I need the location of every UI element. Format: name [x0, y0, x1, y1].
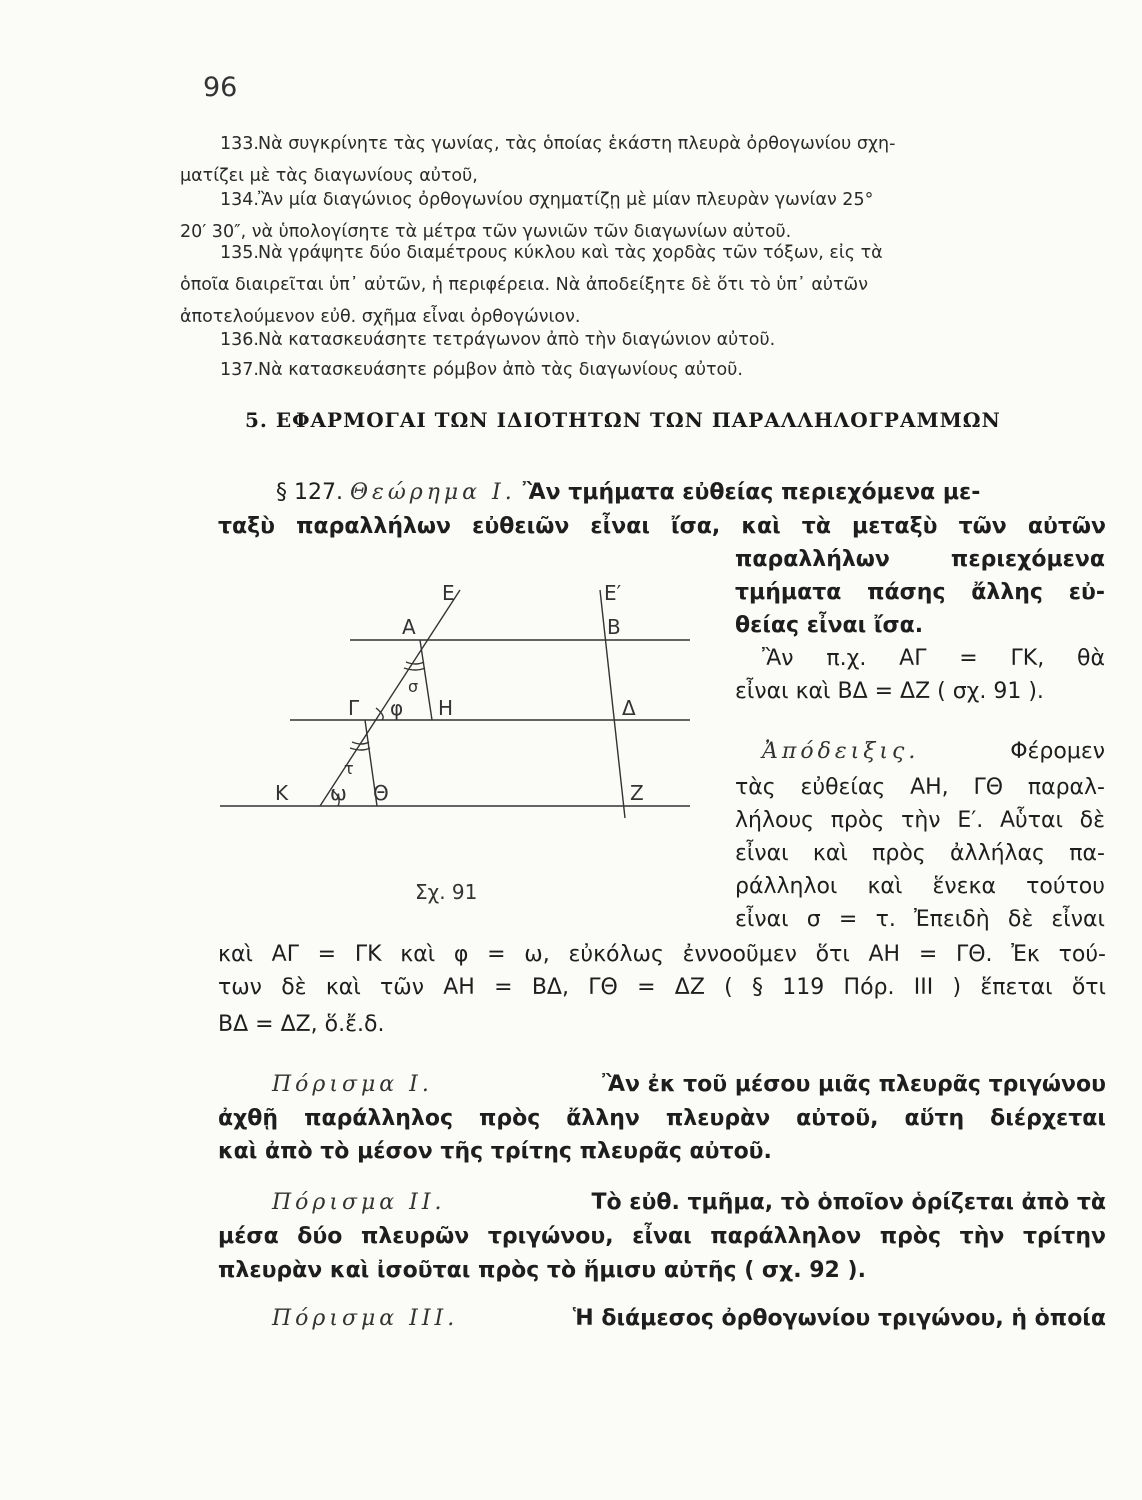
label-tau: τ — [344, 759, 354, 778]
exercise-number: 133. — [220, 134, 259, 154]
proof-full-line: ΒΔ = ΔΖ, ὅ.ἔ.δ. — [218, 1012, 385, 1037]
figure-91 — [210, 570, 710, 910]
theorem-line-1 — [276, 478, 1106, 508]
proof-side-line: τὰς εὐθείας ΑΗ, ΓΘ παραλ- — [735, 775, 1105, 800]
corollary-label: Πόρισμα ΙΙΙ. — [272, 1306, 459, 1331]
angle-tau-arc — [350, 748, 370, 750]
label-h: Η — [438, 696, 454, 720]
corollary-1-line-1 — [272, 1070, 1106, 1100]
theorem-line-2: ταξὺ παραλλήλων εὐθειῶν εἶναι ἴσα, καὶ τὰ μεταξὺ τῶν αὐτῶν — [218, 514, 1106, 539]
proof-side-line: λήλους πρὸς τὴν Ε′. Αὗται δὲ — [735, 808, 1105, 833]
corollary-text: Ἡ διάμεσος ὀρθογωνίου τριγώνου, ἡ ὁποία — [572, 1306, 1106, 1331]
angle-sigma-arc — [406, 662, 424, 664]
proof-text: Φέρομεν — [1010, 739, 1105, 764]
corollary-2-line-1 — [272, 1188, 1106, 1218]
exercise-133 — [180, 128, 1092, 192]
exercise-text: Ἂν μία διαγώνιος ὀρθογωνίου σχηματίζῃ μὲ μίαν πλευρὰν γωνίαν 25° — [258, 190, 874, 210]
label-k: Κ — [275, 781, 289, 805]
theorem-side-line: τμήματα πάσης ἄλλης εὐ- — [735, 580, 1105, 605]
proof-label: Ἀπόδειξις. — [762, 739, 920, 764]
angle-sigma-arc — [404, 668, 425, 670]
corollary-3-line-1 — [272, 1304, 1106, 1334]
exercise-135 — [180, 237, 1092, 333]
page-number: 96 — [203, 72, 238, 103]
proof-side-line: ράλληλοι καὶ ἕνεκα τούτου — [735, 874, 1105, 899]
label-z: Ζ — [630, 781, 644, 805]
exercise-136 — [220, 324, 1092, 356]
label-a: Α — [402, 615, 416, 639]
proof-full-line: καὶ ΑΓ = ΓΚ καὶ φ = ω, εὐκόλως ἐννοοῦμεν ὅτι ΑΗ = ΓΘ. Ἐκ τού- — [218, 942, 1106, 967]
theorem-label: Θεώρημα Ι. — [349, 480, 516, 505]
exercise-number: 137. — [220, 360, 259, 380]
section-heading: 5. ΕΦΑΡΜΟΓΑΙ ΤΩΝ ΙΔΙΟΤΗΤΩΝ ΤΩΝ ΠΑΡΑΛΛΗΛΟΓΡΑΜΜΩΝ — [245, 408, 1001, 432]
exercise-number: 135. — [220, 243, 259, 263]
exercise-text: 20′ 30″, νὰ ὑπολογίσητε τὰ μέτρα τῶν γωνιῶν τῶν διαγωνίων αὐτοῦ. — [180, 222, 792, 242]
corollary-label: Πόρισμα Ι. — [272, 1072, 433, 1097]
proof-side-line: εἶναι σ = τ. Ἐπειδὴ δὲ εἶναι — [735, 907, 1105, 932]
label-b: Β — [607, 615, 621, 639]
label-delta: Δ — [622, 696, 636, 720]
corollary-line: καὶ ἀπὸ τὸ μέσον τῆς τρίτης πλευρᾶς αὐτοῦ. — [218, 1139, 772, 1164]
exercise-text: Νὰ κατασκευάσητε ρόμβον ἀπὸ τὰς διαγωνίους αὐτοῦ. — [258, 360, 743, 380]
corollary-text: Τὸ εὐθ. τμῆμα, τὸ ὁποῖον ὁρίζεται ἀπὸ τὰ — [591, 1190, 1106, 1215]
label-gamma: Γ — [348, 696, 360, 720]
segment-ah — [420, 640, 432, 720]
proof-first-line — [762, 737, 1105, 767]
example-line: Ἂν π.χ. ΑΓ = ΓΚ, θὰ — [762, 646, 1105, 671]
label-theta: Θ — [373, 781, 389, 805]
exercise-text: ματίζει μὲ τὰς διαγωνίους αὐτοῦ, — [180, 166, 478, 186]
corollary-text: Ἂν ἐκ τοῦ μέσου μιᾶς πλευρᾶς τριγώνου — [602, 1072, 1106, 1097]
corollary-line: πλευρὰν καὶ ἰσοῦται πρὸς τὸ ἥμισυ αὐτῆς ( σχ. 92 ). — [218, 1258, 866, 1283]
theorem-side-line: παραλλήλων περιεχόμενα — [735, 547, 1105, 572]
exercise-text: Νὰ συγκρίνητε τὰς γωνίας, τὰς ὁποίας ἑκάστη πλευρὰ ὀρθογωνίου σχη- — [258, 134, 896, 154]
label-sigma: σ — [408, 677, 419, 696]
corollary-label: Πόρισμα ΙΙ. — [272, 1190, 446, 1215]
exercise-text: ἀποτελούμενον εὐθ. σχῆμα εἶναι ὀρθογώνιον. — [180, 307, 581, 327]
label-omega: ω — [330, 781, 347, 805]
exercise-text: ὁποῖα διαιρεῖται ὑπ᾽ αὐτῶν, ἡ περιφέρεια. Νὰ ἀποδείξητε δὲ ὅτι τὸ ὑπ᾽ αὐτῶν — [180, 275, 868, 295]
exercise-number: 134. — [220, 190, 259, 210]
proof-side-line: εἶναι καὶ πρὸς ἀλλήλας πα- — [735, 841, 1105, 866]
exercise-text: Νὰ κατασκευάσητε τετράγωνον ἀπὸ τὴν διαγώνιον αὐτοῦ. — [258, 330, 776, 350]
example-line: εἶναι καὶ ΒΔ = ΔΖ ( σχ. 91 ). — [735, 679, 1044, 704]
exercise-137 — [220, 354, 1092, 386]
exercise-number: 136. — [220, 330, 259, 350]
corollary-line: μέσα δύο πλευρῶν τριγώνου, εἶναι παράλληλον πρὸς τὴν τρίτην — [218, 1224, 1106, 1249]
label-e-prime: Ε′ — [604, 581, 622, 605]
label-phi: φ — [390, 696, 404, 720]
proof-full-line: των δὲ καὶ τῶν ΑΗ = ΒΔ, ΓΘ = ΔΖ ( § 119 Πόρ. ΙΙΙ ) ἕπεται ὅτι — [218, 975, 1106, 1000]
theorem-text: Ἂν τμήματα εὐθείας περιεχόμενα με- — [522, 480, 981, 505]
exercise-text: Νὰ γράψητε δύο διαμέτρους κύκλου καὶ τὰς χορδὰς τῶν τόξων, εἰς τὰ — [258, 243, 883, 263]
corollary-line: ἀχθῇ παράλληλος πρὸς ἄλλην πλευρὰν αὐτοῦ, αὕτη διέρχεται — [218, 1106, 1106, 1131]
theorem-side-line: θείας εἶναι ἴσα. — [735, 613, 924, 638]
figure-caption: Σχ. 91 — [415, 880, 478, 904]
label-e: Ε — [442, 581, 455, 605]
paragraph-sign: § 127. — [276, 480, 343, 505]
